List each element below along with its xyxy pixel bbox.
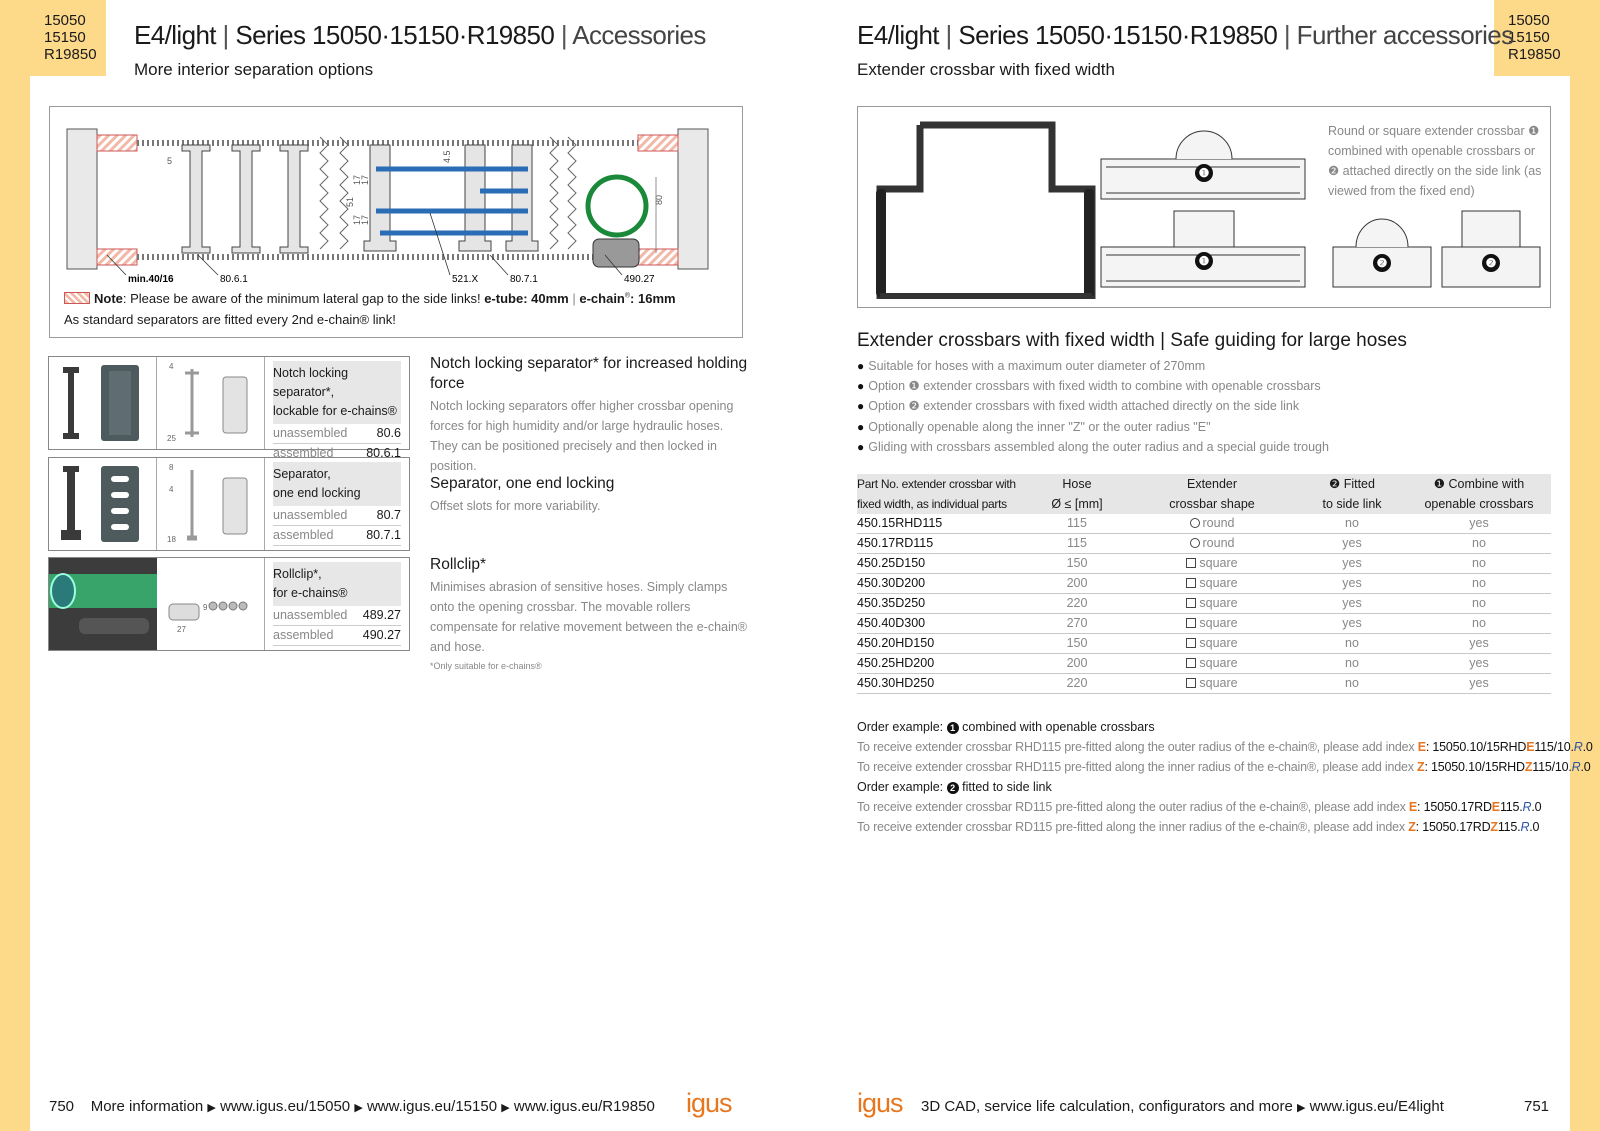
order-line: To receive extender crossbar RHD115 pre-fitted along the outer radius of the e-chain®, please add index E: 15050.10/15RHDE115/10.R.0 bbox=[857, 740, 1593, 754]
table-row bbox=[857, 594, 1551, 614]
page-title-right: E4/light | Series 15050·15150·R19850 | Further accessories bbox=[857, 20, 1514, 50]
extender-crossbar-figure bbox=[857, 106, 1551, 308]
note-standard: As standard separators are fitted every 2nd e-chain® link! bbox=[64, 312, 396, 327]
circle-icon bbox=[1190, 518, 1200, 528]
order-line-text: To receive extender crossbar RD115 pre-fitted along the inner radius of the e-chain®, please add index bbox=[857, 820, 1409, 834]
crossbar-shape bbox=[1127, 554, 1297, 574]
title-series: Series 15050·15150·R19850 bbox=[958, 20, 1278, 50]
part-number: 80.6 bbox=[376, 426, 401, 440]
product-notch-separator bbox=[48, 356, 410, 460]
dim-label: 8 bbox=[169, 463, 174, 472]
table-row bbox=[857, 514, 1551, 534]
part-label: unassembled bbox=[273, 608, 348, 622]
part-number: 450.25D150 bbox=[857, 554, 1027, 574]
code-part: 15050.17RD bbox=[1422, 820, 1491, 834]
callout-label: 490.27 bbox=[624, 274, 655, 285]
page-subtitle-left: More interior separation options bbox=[134, 60, 374, 79]
note-gap: Note: Please be aware of the minimum lateral gap to the side links! e-tube: 40mm | e-chain®: 16mm bbox=[64, 291, 676, 306]
index-letter: E bbox=[1526, 740, 1535, 754]
header-line: Part No. extender crossbar with bbox=[857, 477, 1016, 491]
arrow-right-icon: ▶ bbox=[207, 1102, 216, 1114]
part-number: 450.35D250 bbox=[857, 594, 1027, 614]
hose-diameter: 200 bbox=[1027, 574, 1127, 594]
product-photo bbox=[49, 458, 157, 550]
product-name bbox=[273, 562, 401, 606]
product-name-line: Notch locking separator*, bbox=[273, 366, 349, 399]
series-tab-left bbox=[30, 0, 106, 76]
dim-label: 51 bbox=[345, 196, 355, 207]
hose-diameter: 220 bbox=[1027, 674, 1127, 694]
square-icon bbox=[1186, 558, 1196, 568]
dim-label: 25 bbox=[167, 434, 176, 443]
part-number: 80.7.1 bbox=[366, 528, 401, 542]
table-header bbox=[857, 474, 1551, 514]
hose-diameter: 150 bbox=[1027, 554, 1127, 574]
arrow-right-icon: ▶ bbox=[354, 1102, 363, 1114]
product-info bbox=[265, 458, 409, 550]
shape-label: square bbox=[1199, 636, 1238, 650]
code-end: .0 bbox=[1529, 820, 1540, 834]
footer-left bbox=[49, 1098, 655, 1115]
crossbar-shape bbox=[1127, 634, 1297, 654]
order-line: To receive extender crossbar RHD115 pre-fitted along the inner radius of the e-chain®, please add index Z: 15050.10/15RHDZ115/10.R.0 bbox=[857, 760, 1591, 774]
part-number: 450.15RHD115 bbox=[857, 514, 1027, 534]
figure-label: ❶ bbox=[1198, 254, 1210, 268]
header-line: ❷ Fitted bbox=[1329, 477, 1375, 491]
order-text: combined with openable crossbars bbox=[962, 720, 1155, 734]
list-item: ● Optionally openable along the inner "Z" or the outer radius "E" bbox=[857, 417, 1329, 437]
product-description bbox=[430, 354, 750, 476]
header-line: to side link bbox=[1322, 497, 1382, 511]
code-r: R bbox=[1522, 800, 1532, 814]
square-icon bbox=[1186, 618, 1196, 628]
code-r: R bbox=[1573, 740, 1583, 754]
figure-label: ❷ bbox=[1485, 256, 1497, 270]
table-row bbox=[857, 634, 1551, 654]
page-number: 750 bbox=[49, 1098, 75, 1115]
page-subtitle-right: Extender crossbar with fixed width bbox=[857, 60, 1115, 79]
tab-line: 15150 bbox=[44, 29, 86, 46]
code-part: 115. bbox=[1497, 820, 1521, 834]
tab-line: 15150 bbox=[1508, 29, 1550, 46]
hose-diameter: 220 bbox=[1027, 594, 1127, 614]
figure-label: ❷ bbox=[1376, 256, 1388, 270]
link-e4light[interactable]: www.igus.eu/E4light bbox=[1309, 1098, 1444, 1115]
note-label: Note bbox=[94, 291, 123, 306]
number-2-icon: 2 bbox=[947, 782, 959, 794]
order-label: Order example: bbox=[857, 720, 944, 734]
feature-list bbox=[857, 356, 1329, 457]
shape-label: square bbox=[1199, 676, 1238, 690]
crossbar-shape bbox=[1127, 534, 1297, 554]
shape-label: square bbox=[1199, 556, 1238, 570]
code-r: R bbox=[1520, 820, 1530, 834]
combine-openable: yes bbox=[1407, 654, 1551, 674]
index-letter: E bbox=[1408, 800, 1418, 814]
product-heading: Rollclip* bbox=[430, 556, 486, 573]
header-line: Hose bbox=[1062, 477, 1092, 491]
product-text: Notch locking separators offer higher crossbar opening forces for high humidity and/or large hydraulic hoses. They can be positioned precisely and then locked in position. bbox=[430, 399, 734, 473]
part-label: assembled bbox=[273, 528, 334, 542]
code-part: 115/10. bbox=[1534, 740, 1574, 754]
crossbar-shape bbox=[1127, 654, 1297, 674]
crossbar-shape bbox=[1127, 614, 1297, 634]
part-number: 450.30HD250 bbox=[857, 674, 1027, 694]
table-row bbox=[857, 534, 1551, 554]
col-shape bbox=[1127, 474, 1297, 514]
product-name-line: for e-chains® bbox=[273, 586, 348, 600]
order-line: To receive extender crossbar RD115 pre-fitted along the outer radius of the e-chain®, please add index E: 15050.17RDE115.R.0 bbox=[857, 800, 1542, 814]
part-number: 489.27 bbox=[362, 608, 401, 622]
note-chain-value: : 16mm bbox=[630, 291, 676, 306]
product-description bbox=[430, 474, 750, 516]
product-name-line: Separator, bbox=[273, 467, 331, 481]
figure-label: ❶ bbox=[1198, 166, 1210, 180]
product-drawing bbox=[157, 458, 265, 550]
order-line-text: To receive extender crossbar RD115 pre-fitted along the outer radius of the e-chain®, please add index bbox=[857, 800, 1409, 814]
combine-openable: yes bbox=[1407, 634, 1551, 654]
code-end: .0 bbox=[1582, 740, 1593, 754]
dim-label: 9 bbox=[203, 603, 208, 612]
order-example-2 bbox=[857, 780, 1052, 794]
square-icon bbox=[1186, 578, 1196, 588]
part-number: 450.17RD115 bbox=[857, 534, 1027, 554]
arrow-right-icon: ▶ bbox=[501, 1102, 510, 1114]
col-fitted bbox=[1297, 474, 1407, 514]
page-number: 751 bbox=[1524, 1098, 1550, 1115]
code-part: 115/10. bbox=[1532, 760, 1572, 774]
table-row bbox=[857, 674, 1551, 694]
part-label: unassembled bbox=[273, 426, 348, 440]
combine-openable: no bbox=[1407, 534, 1551, 554]
title-section: Further accessories bbox=[1296, 20, 1514, 50]
list-item: ● Gliding with crossbars assembled along the outer radius and a special guide trough bbox=[857, 437, 1329, 457]
code-part: 15050.10/15RHD bbox=[1432, 740, 1527, 754]
order-line-text: To receive extender crossbar RHD115 pre-fitted along the outer radius of the e-chain®, please add index bbox=[857, 740, 1418, 754]
fitted-to-side-link: yes bbox=[1297, 594, 1407, 614]
dim-label: 18 bbox=[167, 535, 176, 544]
square-icon bbox=[1186, 598, 1196, 608]
hose-diameter: 150 bbox=[1027, 634, 1127, 654]
combine-openable: no bbox=[1407, 614, 1551, 634]
hose-diameter: 115 bbox=[1027, 534, 1127, 554]
square-icon bbox=[1186, 658, 1196, 668]
dim-label: 17 bbox=[352, 214, 362, 225]
page-title-left: E4/light | Series 15050·15150·R19850 | Accessories bbox=[134, 20, 706, 50]
crossbar-shape bbox=[1127, 594, 1297, 614]
part-row bbox=[273, 626, 401, 646]
product-text: Offset slots for more variability. bbox=[430, 499, 601, 513]
fitted-to-side-link: no bbox=[1297, 674, 1407, 694]
order-example-1 bbox=[857, 720, 1155, 734]
header-line: Extender bbox=[1186, 477, 1238, 491]
square-icon bbox=[1186, 638, 1196, 648]
crossbar-shape bbox=[1127, 674, 1297, 694]
header-line: openable crossbars bbox=[1424, 497, 1534, 511]
table-row bbox=[857, 654, 1551, 674]
part-label: assembled bbox=[273, 628, 334, 642]
igus-logo: igus bbox=[857, 1088, 903, 1118]
title-series: Series 15050·15150·R19850 bbox=[235, 20, 555, 50]
crossbar-shape bbox=[1127, 514, 1297, 534]
fitted-to-side-link: yes bbox=[1297, 614, 1407, 634]
hose-diameter: 115 bbox=[1027, 514, 1127, 534]
list-item: ● Suitable for hoses with a maximum outer diameter of 270mm bbox=[857, 356, 1329, 376]
hatch-swatch-icon bbox=[64, 292, 90, 304]
part-row bbox=[273, 506, 401, 526]
part-row bbox=[273, 606, 401, 626]
hose-diameter: 200 bbox=[1027, 654, 1127, 674]
dim-label: 80 bbox=[654, 194, 664, 205]
product-text: Minimises abrasion of sensitive hoses. Simply clamps onto the opening crossbar. The movable rollers compensate for relative movement between the e-chain® and hose. bbox=[430, 580, 748, 654]
code-part: 115. bbox=[1499, 800, 1523, 814]
link-15050[interactable]: www.igus.eu/15050 bbox=[220, 1098, 351, 1115]
footnote: *Only suitable for e-chains® bbox=[430, 661, 542, 671]
product-separator-one-end bbox=[48, 457, 410, 551]
list-item: ● Option ❷ extender crossbars with fixed width attached directly on the side link bbox=[857, 396, 1329, 416]
header-line: fixed width, as individual parts bbox=[857, 497, 1007, 511]
code-part: 15050.17RD bbox=[1423, 800, 1492, 814]
col-combine bbox=[1407, 474, 1551, 514]
list-item: ● Option ❶ extender crossbars with fixed width to combine with openable crossbars bbox=[857, 376, 1329, 396]
combine-openable: no bbox=[1407, 594, 1551, 614]
part-number: 450.20HD150 bbox=[857, 634, 1027, 654]
square-icon bbox=[1186, 678, 1196, 688]
callout-label: 80.6.1 bbox=[220, 274, 248, 285]
callout-label: 521.X bbox=[452, 274, 479, 285]
col-part-no bbox=[857, 474, 1027, 514]
circle-icon bbox=[1190, 538, 1200, 548]
igus-logo: igus bbox=[686, 1088, 732, 1118]
part-row bbox=[273, 526, 401, 546]
table-row bbox=[857, 614, 1551, 634]
part-row bbox=[273, 424, 401, 444]
footer-right bbox=[921, 1098, 1444, 1115]
product-info bbox=[265, 558, 409, 650]
extender-crossbar-table bbox=[857, 474, 1551, 694]
note-text: : Please be aware of the minimum lateral gap to the side links! bbox=[122, 291, 485, 306]
fitted-to-side-link: no bbox=[1297, 514, 1407, 534]
order-label: Order example: bbox=[857, 780, 944, 794]
header-line: ❶ Combine with bbox=[1433, 477, 1525, 491]
index-letter: Z bbox=[1408, 820, 1416, 834]
chain-cross-section-drawing bbox=[50, 107, 744, 287]
product-name-line: lockable for e-chains® bbox=[273, 404, 397, 418]
combine-openable: no bbox=[1407, 574, 1551, 594]
product-description bbox=[430, 555, 750, 671]
hose-diameter: 270 bbox=[1027, 614, 1127, 634]
part-number: 450.25HD200 bbox=[857, 654, 1027, 674]
table-row bbox=[857, 574, 1551, 594]
product-heading: Notch locking separator* for increased holding force bbox=[430, 355, 748, 392]
dim-label: 4 bbox=[169, 485, 174, 494]
part-label: assembled bbox=[273, 446, 334, 460]
tab-line: 15050 bbox=[1508, 12, 1550, 29]
product-name-line: one end locking bbox=[273, 486, 361, 500]
tab-line: R19850 bbox=[44, 46, 97, 63]
fitted-to-side-link: yes bbox=[1297, 534, 1407, 554]
product-name-line: Rollclip*, bbox=[273, 567, 322, 581]
product-name bbox=[273, 361, 401, 424]
shape-label: square bbox=[1199, 596, 1238, 610]
link-15150[interactable]: www.igus.eu/15150 bbox=[366, 1098, 498, 1115]
index-letter: Z bbox=[1490, 820, 1498, 834]
part-number: 450.30D200 bbox=[857, 574, 1027, 594]
header-line: Ø ≤ [mm] bbox=[1051, 497, 1103, 511]
combine-openable: yes bbox=[1407, 514, 1551, 534]
shape-label: square bbox=[1199, 656, 1238, 670]
product-photo bbox=[49, 558, 157, 650]
link-r19850[interactable]: www.igus.eu/R19850 bbox=[513, 1098, 655, 1115]
dim-label: 5 bbox=[167, 156, 173, 166]
shape-label: round bbox=[1202, 536, 1235, 550]
dim-label: 4.5 bbox=[442, 150, 452, 163]
fitted-to-side-link: no bbox=[1297, 634, 1407, 654]
index-letter: Z bbox=[1417, 760, 1425, 774]
code-end: .0 bbox=[1580, 760, 1591, 774]
product-drawing bbox=[157, 558, 265, 650]
combine-openable: yes bbox=[1407, 674, 1551, 694]
tab-line: R19850 bbox=[1508, 46, 1561, 63]
fitted-to-side-link: no bbox=[1297, 654, 1407, 674]
fitted-to-side-link: yes bbox=[1297, 554, 1407, 574]
title-main: E4/light bbox=[857, 20, 939, 50]
order-line-text: To receive extender crossbar RHD115 pre-fitted along the inner radius of the e-chain®, please add index bbox=[857, 760, 1418, 774]
shape-label: square bbox=[1199, 616, 1238, 630]
code-end: .0 bbox=[1531, 800, 1542, 814]
product-rollclip bbox=[48, 557, 410, 651]
callout-label: min.40/16 bbox=[128, 274, 174, 285]
part-number: 450.40D300 bbox=[857, 614, 1027, 634]
note-chain: e-chain bbox=[579, 291, 625, 306]
fitted-to-side-link: yes bbox=[1297, 574, 1407, 594]
index-letter: Z bbox=[1524, 760, 1533, 774]
number-1-icon: 1 bbox=[947, 722, 959, 734]
tab-line: 15050 bbox=[44, 12, 86, 29]
header-line: crossbar shape bbox=[1169, 497, 1255, 511]
product-photo bbox=[49, 357, 157, 449]
footer-text: 3D CAD, service life calculation, configurators and more bbox=[921, 1098, 1293, 1115]
product-drawing bbox=[157, 357, 265, 449]
figure-caption: Round or square extender crossbar ❶ combined with openable crossbars or ❷ attached directly on the side link (as viewed from the fixed end) bbox=[1328, 124, 1542, 198]
dim-label: 17 bbox=[352, 174, 362, 185]
index-letter: E bbox=[1417, 740, 1426, 754]
dim-label: 17 bbox=[360, 174, 370, 185]
title-main: E4/light bbox=[134, 20, 216, 50]
col-hose bbox=[1027, 474, 1127, 514]
index-letter: E bbox=[1491, 800, 1500, 814]
dim-label: 4 bbox=[169, 362, 174, 371]
title-section: Accessories bbox=[572, 20, 706, 50]
code-r: R bbox=[1571, 760, 1581, 774]
product-info bbox=[265, 357, 409, 460]
combine-openable: no bbox=[1407, 554, 1551, 574]
part-number: 80.6.1 bbox=[366, 446, 401, 460]
part-number: 80.7 bbox=[376, 508, 401, 522]
dim-label: 27 bbox=[177, 625, 186, 634]
shape-label: round bbox=[1202, 516, 1235, 530]
callout-label: 80.7.1 bbox=[510, 274, 538, 285]
order-text: fitted to side link bbox=[962, 780, 1052, 794]
arrow-right-icon: ▶ bbox=[1297, 1102, 1306, 1114]
crossbar-shape bbox=[1127, 574, 1297, 594]
product-heading: Separator, one end locking bbox=[430, 475, 615, 492]
section-heading: Extender crossbars with fixed width | Safe guiding for large hoses bbox=[857, 330, 1407, 351]
dim-label: 17 bbox=[360, 214, 370, 225]
more-info-label: More information bbox=[90, 1098, 204, 1115]
part-label: unassembled bbox=[273, 508, 348, 522]
note-tube: e-tube: 40mm bbox=[484, 291, 569, 306]
part-number: 490.27 bbox=[362, 628, 401, 642]
shape-label: square bbox=[1199, 576, 1238, 590]
order-line: To receive extender crossbar RD115 pre-fitted along the inner radius of the e-chain®, please add index Z: 15050.17RDZ115.R.0 bbox=[857, 820, 1540, 834]
code-part: 15050.10/15RHD bbox=[1431, 760, 1525, 774]
separation-diagram-box bbox=[49, 106, 743, 338]
table-row bbox=[857, 554, 1551, 574]
product-name bbox=[273, 462, 401, 506]
